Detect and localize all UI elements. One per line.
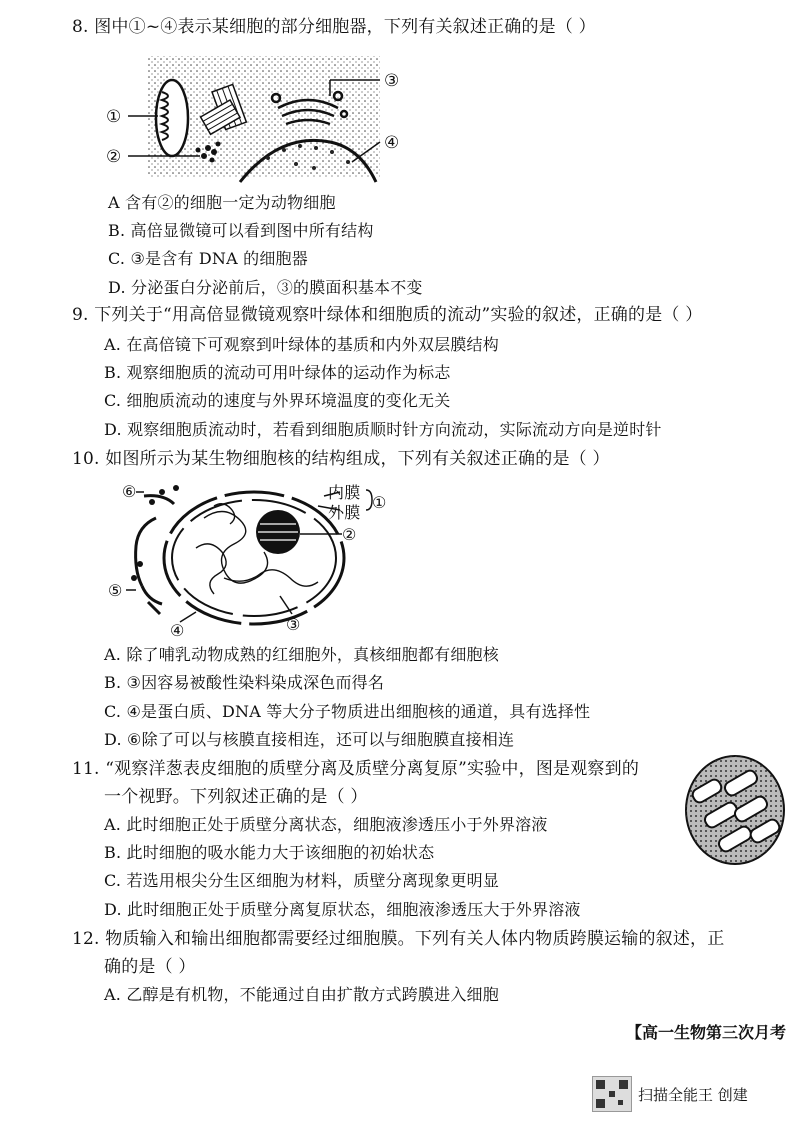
q9-option-d: D. 观察细胞质流动时，若看到细胞质顺时针方向流动，实际流动方向是逆时针: [104, 420, 662, 439]
q11-stem-line-2: 一个视野。下列叙述正确的是（ ）: [104, 787, 368, 807]
q10-label-5: ⑤: [108, 581, 123, 600]
q8-option-b: B. 高倍显微镜可以看到图中所有结构: [108, 221, 374, 240]
q8-option-d: D. 分泌蛋白分泌前后，③的膜面积基本不变: [108, 278, 423, 297]
q10-option-b: B. ③因容易被酸性染料染成深色而得名: [104, 673, 385, 692]
q8-figure: [100, 52, 420, 184]
q8-label-3: ③: [384, 71, 400, 91]
exam-footer-tag: 【高一生物第三次月考: [625, 1023, 786, 1042]
q10-option-c: C. ④是蛋白质、DNA 等大分子物质进出细胞核的通道，具有选择性: [104, 702, 591, 721]
q11-option-d: D. 此时细胞正处于质壁分离复原状态，细胞液渗透压大于外界溶液: [104, 900, 581, 919]
q12-stem-line-2: 确的是（ ）: [104, 957, 196, 977]
q10-label-1: ①: [372, 493, 387, 512]
q9-stem: 9. 下列关于“用高倍显微镜观察叶绿体和细胞质的流动”实验的叙述，正确的是（ ）: [72, 305, 703, 325]
inner-membrane-shape: [172, 500, 336, 616]
q10-option-d: D. ⑥除了可以与核膜直接相连，还可以与细胞膜直接相连: [104, 730, 515, 749]
q11-option-b: B. 此时细胞的吸水能力大于该细胞的初始状态: [104, 843, 435, 862]
q12-stem-line-1: 12. 物质输入和输出细胞都需要经过细胞膜。下列有关人体内物质跨膜运输的叙述，正: [72, 929, 725, 949]
q10-label-6: ⑥: [122, 482, 137, 501]
q8-stem: 8. 图中①~④表示某细胞的部分细胞器，下列有关叙述正确的是（ ）: [72, 17, 596, 37]
chromatin-shape: [196, 504, 318, 594]
q8-label-1: ①: [106, 107, 122, 127]
q11-stem-line-1: 11. “观察洋葱表皮细胞的质壁分离及质壁分离复原”实验中，图是观察到的: [72, 759, 640, 779]
q10-option-a: A. 除了哺乳动物成熟的红细胞外，真核细胞都有细胞核: [104, 645, 499, 664]
q10-stem: 10. 如图所示为某生物细胞核的结构组成，下列有关叙述正确的是（ ）: [72, 449, 610, 469]
scanner-text: 扫描全能王 创建: [638, 1085, 748, 1104]
outer-membrane-shape: [164, 492, 344, 624]
q11-option-a: A. 此时细胞正处于质壁分离状态，细胞液渗透压小于外界溶液: [104, 815, 548, 834]
q10-label-4: ④: [170, 621, 185, 640]
q10-label-3: ③: [286, 615, 301, 634]
q10-label-inner: 内膜: [328, 483, 361, 502]
scanner-watermark: [592, 1076, 782, 1112]
qr-code-icon: [592, 1076, 632, 1112]
q11-option-c: C. 若选用根尖分生区细胞为材料，质壁分离现象更明显: [104, 871, 500, 890]
q11-micrograph: [684, 754, 786, 866]
q9-option-a: A. 在高倍镜下可观察到叶绿体的基质和内外双层膜结构: [104, 335, 499, 354]
q8-label-2: ②: [106, 147, 122, 167]
q10-label-2: ②: [342, 525, 357, 544]
q8-option-a: A 含有②的细胞一定为动物细胞: [108, 193, 336, 212]
mitochondrion-shape: [156, 80, 188, 156]
q8-label-4: ④: [384, 133, 400, 153]
q12-option-a: A. 乙醇是有机物，不能通过自由扩散方式跨膜进入细胞: [104, 985, 499, 1004]
q8-option-c: C. ③是含有 DNA 的细胞器: [108, 249, 308, 268]
q9-option-c: C. 细胞质流动的速度与外界环境温度的变化无关: [104, 391, 451, 410]
q9-option-b: B. 观察细胞质的流动可用叶绿体的运动作为标志: [104, 363, 451, 382]
q10-label-outer: 外膜: [328, 503, 361, 522]
